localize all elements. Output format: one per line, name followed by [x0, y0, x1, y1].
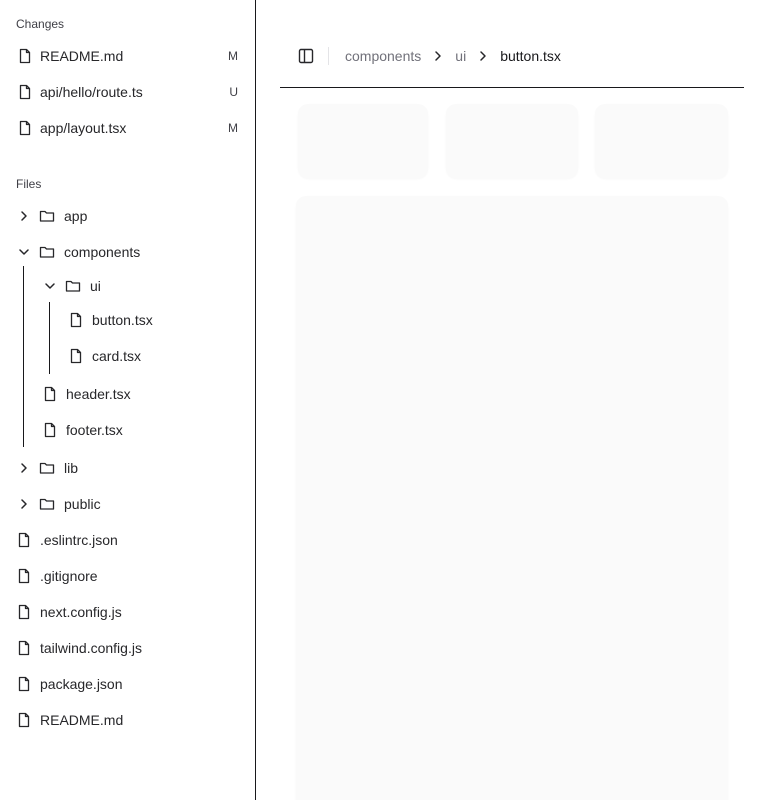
tree-item-label: tailwind.config.js [40, 640, 142, 656]
tree-item-label: lib [64, 460, 79, 476]
tree-file-card[interactable] [60, 342, 248, 370]
tree-file-header[interactable] [34, 380, 248, 408]
file-icon [17, 120, 33, 136]
tree-item-label: public [64, 496, 101, 512]
file-icon [42, 386, 58, 402]
tree-file-footer[interactable] [34, 416, 248, 444]
main-toolbar [280, 0, 744, 88]
sidebar-toggle-button[interactable] [296, 44, 316, 68]
chevron-right-icon [18, 462, 30, 474]
file-icon [16, 676, 32, 692]
tree-item-label: package.json [40, 676, 123, 692]
tree-item-label: next.config.js [40, 604, 122, 620]
folder-icon [39, 496, 55, 512]
tree-file-eslintrc[interactable] [8, 526, 248, 554]
chevron-down-icon [44, 280, 56, 292]
tree-file-tailwind-config[interactable] [8, 634, 248, 662]
tree-item-label: card.tsx [92, 348, 142, 364]
file-icon [16, 640, 32, 656]
tree-item-label: footer.tsx [66, 422, 123, 438]
tree-file-package-json[interactable] [8, 670, 248, 698]
change-item[interactable] [8, 38, 248, 74]
file-icon [16, 712, 32, 728]
file-icon [17, 84, 33, 100]
change-status-badge: U [229, 85, 238, 99]
folder-icon [65, 278, 81, 294]
folder-icon [39, 244, 55, 260]
change-item-name: README.md [40, 48, 124, 64]
tree-file-button[interactable] [60, 306, 248, 334]
breadcrumb-item-components[interactable]: components [345, 48, 422, 64]
chevron-right-icon [18, 210, 30, 222]
breadcrumb-item-current: button.tsx [500, 48, 561, 64]
file-icon [16, 604, 32, 620]
tree-folder-components[interactable] [8, 238, 248, 266]
change-item-name: api/hello/route.ts [40, 84, 143, 100]
panel-left-icon [300, 50, 313, 63]
changes-section-label: Changes [16, 17, 65, 31]
file-icon [68, 312, 84, 328]
tree-file-readme[interactable] [8, 706, 248, 734]
files-section-label: Files [16, 177, 42, 191]
toolbar-divider [328, 47, 329, 65]
sidebar [0, 0, 256, 800]
skeleton-card [446, 104, 578, 178]
tree-folder-ui[interactable] [34, 272, 248, 300]
folder-icon [39, 208, 55, 224]
file-icon [16, 532, 32, 548]
change-status-badge: M [228, 49, 238, 63]
file-icon [17, 48, 33, 64]
tree-item-label: app [64, 208, 88, 224]
main-panel [256, 0, 768, 800]
tree-folder-app[interactable] [8, 202, 248, 230]
chevron-right-icon [477, 50, 489, 62]
tree-guide-line [49, 302, 50, 374]
tree-item-label: ui [90, 278, 101, 294]
tree-item-label: README.md [40, 712, 124, 728]
tree-item-label: .eslintrc.json [40, 532, 118, 548]
skeleton-card [298, 104, 428, 178]
change-item[interactable] [8, 110, 248, 146]
chevron-right-icon [18, 498, 30, 510]
skeleton-card [595, 104, 728, 178]
file-icon [68, 348, 84, 364]
tree-folder-lib[interactable] [8, 454, 248, 482]
tree-folder-public[interactable] [8, 490, 248, 518]
change-status-badge: M [228, 121, 238, 135]
tree-file-next-config[interactable] [8, 598, 248, 626]
tree-item-label: components [64, 244, 141, 260]
breadcrumb-item-ui[interactable]: ui [455, 48, 467, 64]
tree-item-label: header.tsx [66, 386, 131, 402]
tree-file-gitignore[interactable] [8, 562, 248, 590]
file-icon [42, 422, 58, 438]
chevron-right-icon [432, 50, 444, 62]
file-icon [16, 568, 32, 584]
chevron-down-icon [18, 246, 30, 258]
skeleton-content [296, 196, 728, 800]
change-item-name: app/layout.tsx [40, 120, 127, 136]
folder-icon [39, 460, 55, 476]
change-item[interactable] [8, 74, 248, 110]
tree-item-label: .gitignore [40, 568, 98, 584]
tree-item-label: button.tsx [92, 312, 153, 328]
tree-guide-line [23, 266, 24, 447]
